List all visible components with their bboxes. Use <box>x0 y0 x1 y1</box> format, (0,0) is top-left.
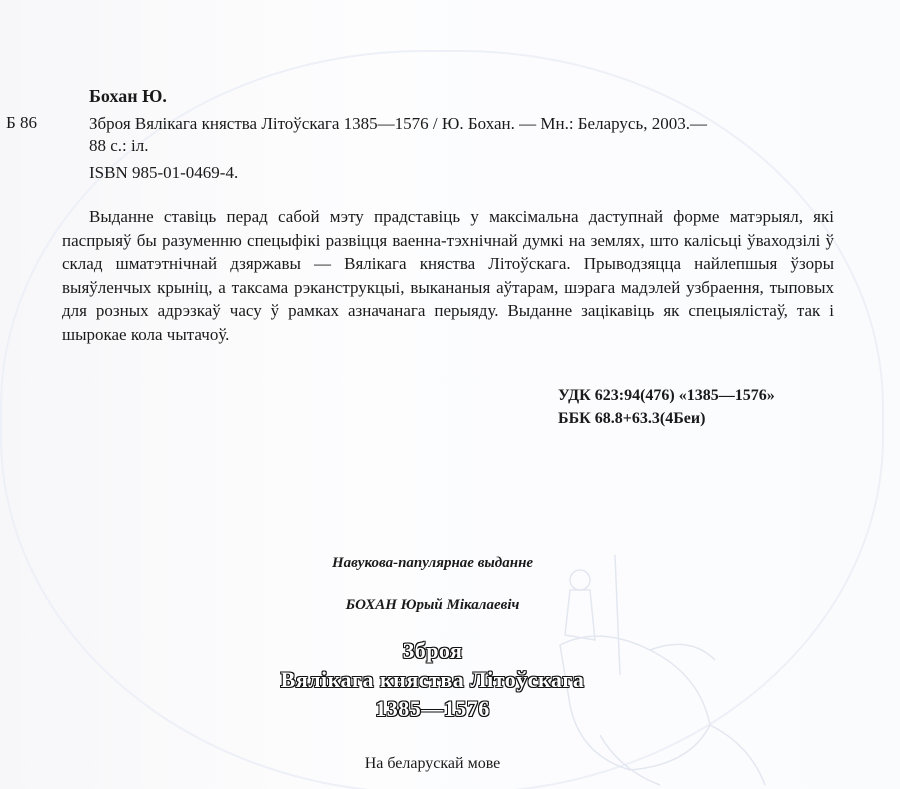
classification-block <box>558 384 775 430</box>
publication-language: На беларускай мове <box>364 755 501 772</box>
library-code: Б 86 <box>6 113 38 132</box>
title-line-3: 1385—1576 <box>375 696 490 721</box>
book-title <box>0 636 865 723</box>
title-line-2: Вялікага княства Літоўскага <box>280 667 585 692</box>
udk-code: УДК 623:94(476) «1385—1576» <box>558 387 775 404</box>
bibliographic-line-2: 88 с.: іл. <box>89 136 149 155</box>
author-full-name: БОХАН Юрый Мікалаевіч <box>345 597 520 613</box>
isbn: ISBN 985-01-0469-4. <box>89 163 239 182</box>
bbk-code: ББК 68.8+63.3(4Беи) <box>558 410 706 427</box>
title-line-1: Зброя <box>402 638 463 663</box>
annotation <box>62 205 834 346</box>
catalog-author-heading: Бохан Ю. <box>89 86 167 106</box>
annotation-text: Выданне ставіць перад сабой мэту прадставіць у максімальна даступнай форме матэрыял, які паспрыяў бы разуменню спецыфікі развіцця ваенна-тэхнічнай думкі на землях, што калісьці ўваходзілі ў склад шматэтнічнай дзяржавы — Вялікага княства Літоўскага. Прыводзяцца найлепшыя ўзоры выяўленчых крыніц, а таксама рэканструкцыі, выкананыя аўтарам, шэрага мадэлей узбраення, тыповых для розных адрэзкаў часу ў рамках азначанага перыяду. Выданне зацікавіць як спецыялістаў, так і шырокае кола чытачоў. <box>62 207 834 344</box>
bibliographic-description <box>89 113 829 157</box>
publication-genre: Навукова-папулярнае выданне <box>331 555 534 571</box>
bibliographic-line-1: Зброя Вялікага княства Літоўскага 1385—1576 / Ю. Бохан. — Мн.: Беларусь, 2003.— <box>89 114 707 133</box>
